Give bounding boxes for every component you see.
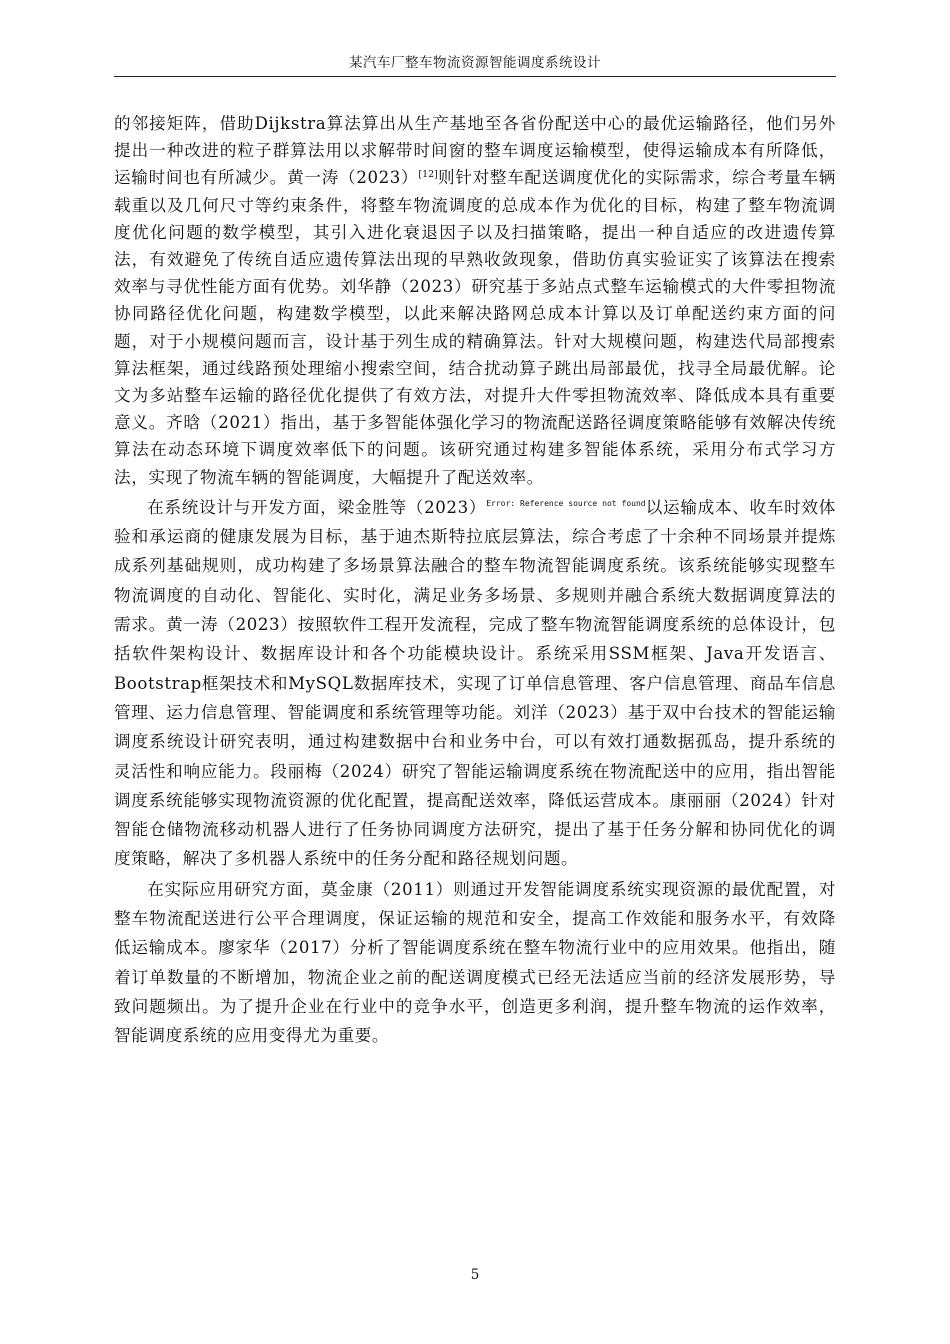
header-divider <box>114 76 836 77</box>
paragraph-3-text: 在实际应用研究方面，莫金康（2011）则通过开发智能调度系统实现资源的最优配置，对整车物流配送进行公平合理调度，保证运输的规范和安全，提高工作效能和服务水平，有效降低运输成本。廖家华（2017）分析了智能调度系统在整车物流行业中的应用效果。他指出，随着订单数量的不断增加，物流企业之前的配送调度模式已经无法适应当前的经济发展形势，导致问题频出。为了提升企业在行业中的竞争水平，创造更多利润，提升整车物流的运作效率，智能调度系统的应用变得尤为重要。 <box>114 879 836 1046</box>
body-text <box>114 110 836 1050</box>
paragraph-3 <box>114 875 836 1051</box>
paragraph-2-text-a: 在系统设计与开发方面，梁金胜等（2023） <box>147 497 487 517</box>
running-header: 某汽车厂整车物流资源智能调度系统设计 <box>349 55 601 71</box>
paragraph-1-text-a: 的邻接矩阵，借助Dijkstra算法算出从生产基地至各省份配送中心的最优运输路径，他们另外提出一种改进的粒子群算法用以求解带时间窗的整车调度运输模型，使得运输成本有所降低，运输时间也有所减少。黄一涛（2023） <box>114 114 836 188</box>
paragraph-2-text-b: 以运输成本、收车时效体验和承运商的健康发展为目标，基于迪杰斯特拉底层算法，综合考虑了十余种不同场景并提炼成系列基础规则，成功构建了多场景算法融合的整车物流智能调度系统。该系统能够实现整车物流调度的自动化、智能化、实时化，满足业务多场景、多规则并融合系统大数据调度算法的需求。黄一涛（2023）按照软件工程开发流程，完成了整车物流智能调度系统的总体设计，包括软件架构设计、数据库设计和各个功能模块设计。系统采用SSM框架、Java开发语言、Bootstrap框架技术和MySQL数据库技术，实现了订单信息管理、客户信息管理、商品车信息管理、运力信息管理、智能调度和系统管理等功能。刘洋（2023）基于双中台技术的智能运输调度系统设计研究表明，通过构建数据中台和业务中台，可以有效打通数据孤岛，提升系统的灵活性和响应能力。段丽梅（2024）研究了智能运输调度系统在物流配送中的应用，指出智能调度系统能够实现物流资源的优化配置，提高配送效率，降低运营成本。康丽丽（2024）针对智能仓储物流移动机器人进行了任务协同调度方法研究，提出了基于任务分解和协同优化的调度策略，解决了多机器人系统中的任务分配和路径规划问题。 <box>114 497 836 869</box>
page-number: 5 <box>470 1267 480 1283</box>
citation-12[interactable]: [12] <box>418 169 438 181</box>
reference-error: Error: Reference source not found <box>486 498 646 508</box>
paragraph-1-text-b: 则针对整车配送调度优化的实际需求，综合考量车辆载重以及几何尺寸等约束条件，将整车物流调度的总成本作为优化的目标，构建了整车物流调度优化问题的数学模型，其引入进化衰退因子以及扫描策略，提出一种自适应的改进遗传算法，有效避免了传统自适应遗传算法出现的早熟收敛现象，借助仿真实验证实了该算法在搜索效率与寻优性能方面有优势。刘华静（2023）研究基于多站点式整车运输模式的大件零担物流协同路径优化问题，构建数学模型，以此来解决路网总成本计算以及订单配送约束方面的问题，对于小规模问题而言，设计基于列生成的精确算法。针对大规模问题，构建迭代局部搜索算法框架，通过线路预处理缩小搜索空间，结合扰动算子跳出局部最优，找寻全局最优解。论文为多站整车运输的路径优化提供了有效方法，对提升大件零担物流效率、降低成本具有重要意义。齐晗（2021）指出，基于多智能体强化学习的物流配送路径调度策略能够有效解决传统算法在动态环境下调度效率低下的问题。该研究通过构建多智能体系统，采用分布式学习方法，实现了物流车辆的智能调度，大幅提升了配送效率。 <box>114 168 836 487</box>
paragraph-2 <box>114 493 836 874</box>
paragraph-1 <box>114 110 836 491</box>
